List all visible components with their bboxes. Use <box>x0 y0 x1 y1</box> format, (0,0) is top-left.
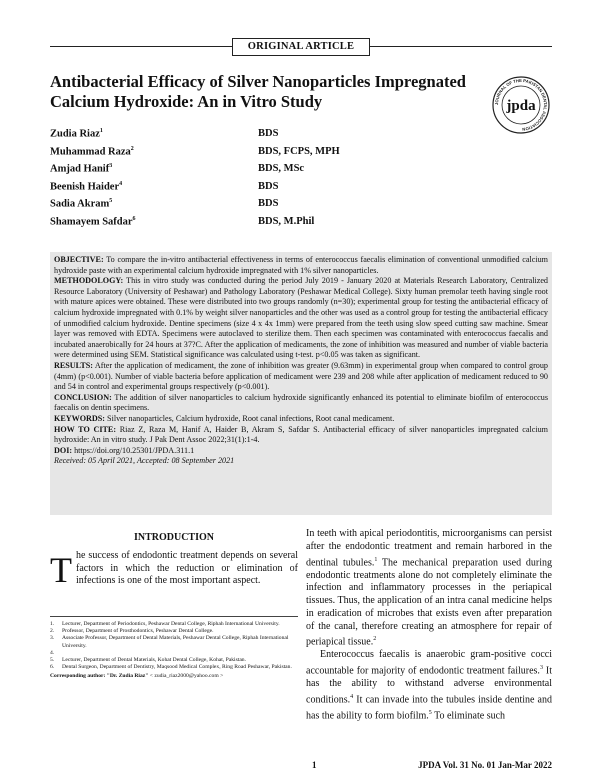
journal-footer: JPDA Vol. 31 No. 01 Jan-Mar 2022 <box>418 760 552 770</box>
footnote: 3. Associate Professor, Department of Dental Materials, Peshawar Dental College, Riphah International University. <box>50 635 289 649</box>
jpda-logo-icon <box>492 76 550 134</box>
author-degree: BDS, MSc <box>258 163 305 175</box>
author-degree: BDS <box>258 198 279 210</box>
footnote: 6. Dental Surgeon, Department of Dentistry, Maqsood Medical Complex, Ring Road Peshawar, Pakistan. <box>50 664 292 671</box>
author-row <box>50 146 550 164</box>
abstract-methodology: METHODOLOGY: This in vitro study was conducted during the period July 2019 - January 2020 at Materials Research Laboratory, Centralized Resource Laboratory (University of Peshawar) and Pathology Laboratory (Peshawar Medical College). Sixty human premolar teeth having single root with mature apices were obtained. These were distributed into two groups randomly (n=30); experimental group for testing the antibacterial efficacy of calcium hydroxide impregnated with 0.1% by weight silver nanoparticles and the other was used as a control group for testing the antibacterial efficacy of unmodified calcium hydroxide. Dentine specimens (size 4 x 4x 1mm) were prepared from the teeth using slow speed cutting saw machine. Smear layer was removed with EDTA. Specimens were autoclaved to sterilize them. Then each specimen was contaminated with enterococcus faecalis and incubated anaerobically for 24 hours at 37?C. After the application of medicaments, the zone of inhibition was measured and number of viable bacteria were determined using SEM. Statistical significance was calculated using t-test. p<0.05 was taken as significant. <box>54 276 548 360</box>
abstract-box <box>50 252 552 515</box>
header-rule-right <box>368 46 552 47</box>
abstract-keywords: KEYWORDS: Silver nanoparticles, Calcium hydroxide, Root canal infections, Root canal medicament. <box>54 413 395 423</box>
footnote: 4. <box>50 649 55 656</box>
introduction-heading: INTRODUCTION <box>133 532 214 543</box>
introduction-left-text: The success of endodontic treatment depends on several factors in which the reduction or elimination of infections is one of the most important aspect. <box>50 550 298 590</box>
author-row <box>50 198 550 216</box>
author-row <box>50 128 550 146</box>
author-degree: BDS <box>258 128 279 139</box>
article-type-label: ORIGINAL ARTICLE <box>232 38 370 56</box>
affiliation-footnotes <box>50 616 298 681</box>
page-number: 1 <box>312 760 317 770</box>
paragraph: Enterococcus faecalis is anaerobic gram-positive cocci accountable for majority of endodontic treatment failures.$^3$ It has the ability to withstand adverse environmental conditions.$^4$ It can invade into the tubules inside dentine and has the ability to form biofilm.$^5$ To eliminate such <box>306 649 552 722</box>
footnote: 1. Lecturer, Department of Periodontics, Peshawar Dental College, Riphah International University. <box>50 621 280 627</box>
author-name: Beenish Haider$^4$ <box>50 180 123 193</box>
author-row <box>50 181 550 199</box>
author-name: Amjad Hanif$^3$ <box>50 163 113 175</box>
abstract-results: RESULTS: After the application of medicament, the zone of inhibition was greater (9.63mm) in experimental group when compared to control group (4mm) (p<0.001). Number of viable bacteria before application of medicament were 239 and 208 while after application of medicament reduced to 90 and 54 in control and experimental groups respectively (p<0.001). <box>54 360 548 392</box>
abstract-objective: OBJECTIVE: To compare the in-vitro antibacterial effectiveness in terms of enterococcus faecalis elimination of conventional unmodified calcium hydroxide paste with an experimental calcium hydroxide impregnated with 1% silver nanoparticles. <box>54 255 548 275</box>
introduction-right-text <box>306 528 552 723</box>
author-name: Sadia Akram$^5$ <box>50 198 113 210</box>
abstract-doi: DOI: https://doi.org/10.25301/JPDA.311.1 <box>54 445 195 455</box>
author-row <box>50 163 550 181</box>
author-degree: BDS, FCPS, MPH <box>258 145 340 157</box>
author-degree: BDS, M.Phil <box>258 215 315 227</box>
footnote: 2. Professor, Department of Prosthodontics, Peshawar Dental College. <box>50 628 214 635</box>
article-title: Antibacterial Efficacy of Silver Nanoparticles Impregnated Calcium Hydroxide: An in Vitro Study <box>50 72 466 111</box>
abstract-dates: Received: 05 April 2021, Accepted: 08 September 2021 <box>54 456 235 466</box>
author-degree: BDS <box>258 180 279 192</box>
footnote: 5. Lecturer, Department of Dental Materials, Kohat Dental College, Kohat, Pakistan. <box>50 657 246 664</box>
paragraph: In teeth with apical periodontitis, microorganisms can persist after the endodontic treatment and remain harbored in the dentinal tubules.$^1$ The mechanical preparation used during endodontic treatments alone do not completely eliminate the infection and inflammatory processes in the periapical tissues. Thus, the application of an intra canal medicine helps in eradication of microbes that exists even after preparation of the canal, therefore creating an atmosphere for repair of periapical tissue.$^2$ <box>306 528 552 648</box>
abstract-conclusion: CONCLUSION: The addition of silver nanoparticles to calcium hydroxide significantly enhanced its potential to eliminate biofilm of enterococcus faecalis on dentin specimens. <box>54 392 549 413</box>
logo-text: jpda <box>506 98 536 114</box>
author-name: Shamayem Safdar$^6$ <box>50 215 136 228</box>
author-name: Muhammad Raza$^2$ <box>50 145 134 158</box>
corresponding-email[interactable]: < zudia_riaz2000@yahoo.com > <box>149 673 224 680</box>
author-name: Zudia Riaz$^1$ <box>50 128 103 140</box>
logo-ring-text: JOURNAL OF THE PAKISTAN DENTAL ASSOCIATION <box>493 77 549 132</box>
drop-cap: T <box>50 550 72 590</box>
author-list <box>50 128 550 234</box>
corresponding-author: Corresponding author: "Dr. Zudia Riaz" < zudia_riaz2000@yahoo.com > <box>50 673 224 680</box>
author-row <box>50 216 550 234</box>
header-rule-left <box>50 46 232 47</box>
abstract-how-to-cite: HOW TO CITE: Riaz Z, Raza M, Hanif A, Haider B, Akram S, Safdar S. Antibacterial efficacy of silver nanoparticles impregnated calcium hydroxide: An in vitro study. J Pak Dent Assoc 2022;31(1):1-4. <box>54 424 549 445</box>
